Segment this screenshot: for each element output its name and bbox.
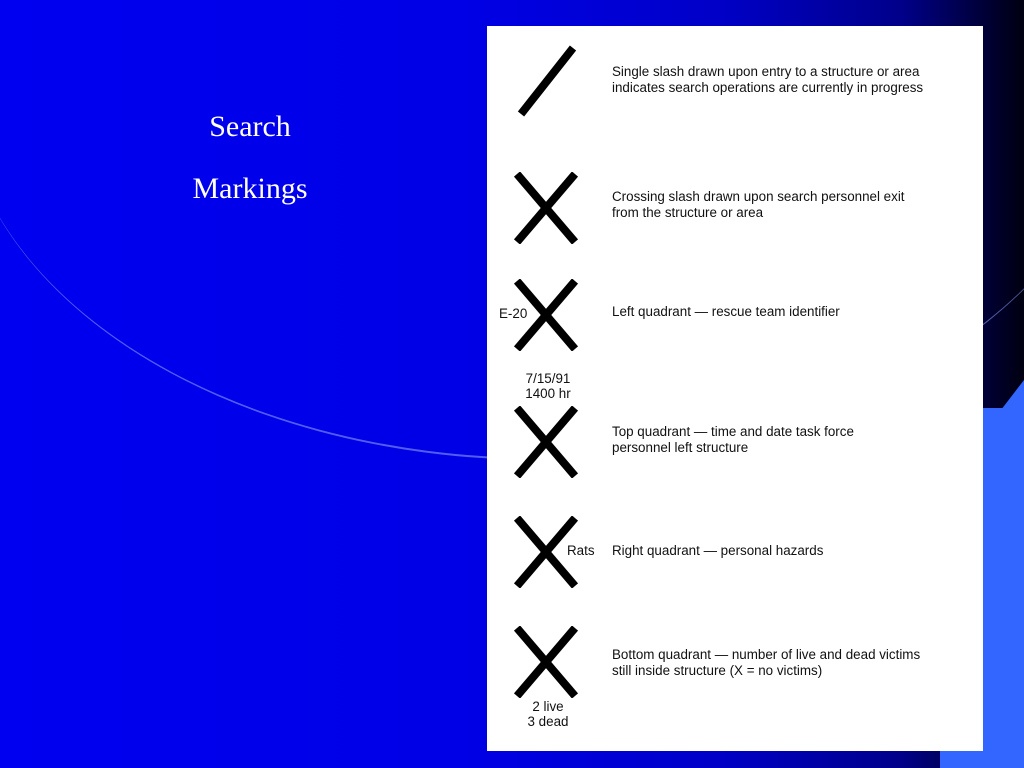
bottom-quadrant-label-line-1: 2 live	[532, 699, 564, 714]
left-quadrant-label: E-20	[499, 306, 528, 321]
marking-2-line-2: from the structure or area	[612, 205, 764, 220]
marking-6-line-2: still inside structure (X = no victims)	[612, 663, 823, 678]
x-mark-icon	[513, 406, 579, 478]
single-slash-icon	[517, 44, 577, 118]
slide-title-line2: Markings	[192, 172, 308, 205]
marking-3-line-1: Left quadrant — rescue team identifier	[612, 304, 840, 319]
bottom-quadrant-label	[503, 699, 593, 729]
search-markings-chart	[487, 26, 983, 751]
marking-6-line-1: Bottom quadrant — number of live and dead victims	[612, 647, 921, 662]
marking-4-line-1: Top quadrant — time and date task force	[612, 424, 854, 439]
top-quadrant-label-line-2: 1400 hr	[525, 386, 571, 401]
right-quadrant-label: Rats	[567, 543, 595, 558]
x-mark-icon	[513, 626, 579, 698]
marking-6-description	[612, 647, 977, 679]
marking-2-description	[612, 189, 977, 221]
crossing-slash-icon	[513, 172, 579, 244]
marking-4-description	[612, 424, 977, 456]
marking-2-line-1: Crossing slash drawn upon search personnel exit	[612, 189, 905, 204]
marking-3-description	[612, 304, 977, 320]
top-quadrant-label	[503, 371, 593, 401]
marking-4-line-2: personnel left structure	[612, 440, 749, 455]
marking-5-description	[612, 543, 977, 559]
top-quadrant-label-line-1: 7/15/91	[525, 371, 571, 386]
bottom-quadrant-label-line-2: 3 dead	[527, 714, 569, 729]
marking-1-line-2: indicates search operations are currently in progress	[612, 80, 924, 95]
slide-title-line1: Search	[209, 110, 291, 143]
marking-1-line-1: Single slash drawn upon entry to a structure or area	[612, 64, 920, 79]
marking-5-line-1: Right quadrant — personal hazards	[612, 543, 824, 558]
marking-1-description	[612, 64, 977, 96]
